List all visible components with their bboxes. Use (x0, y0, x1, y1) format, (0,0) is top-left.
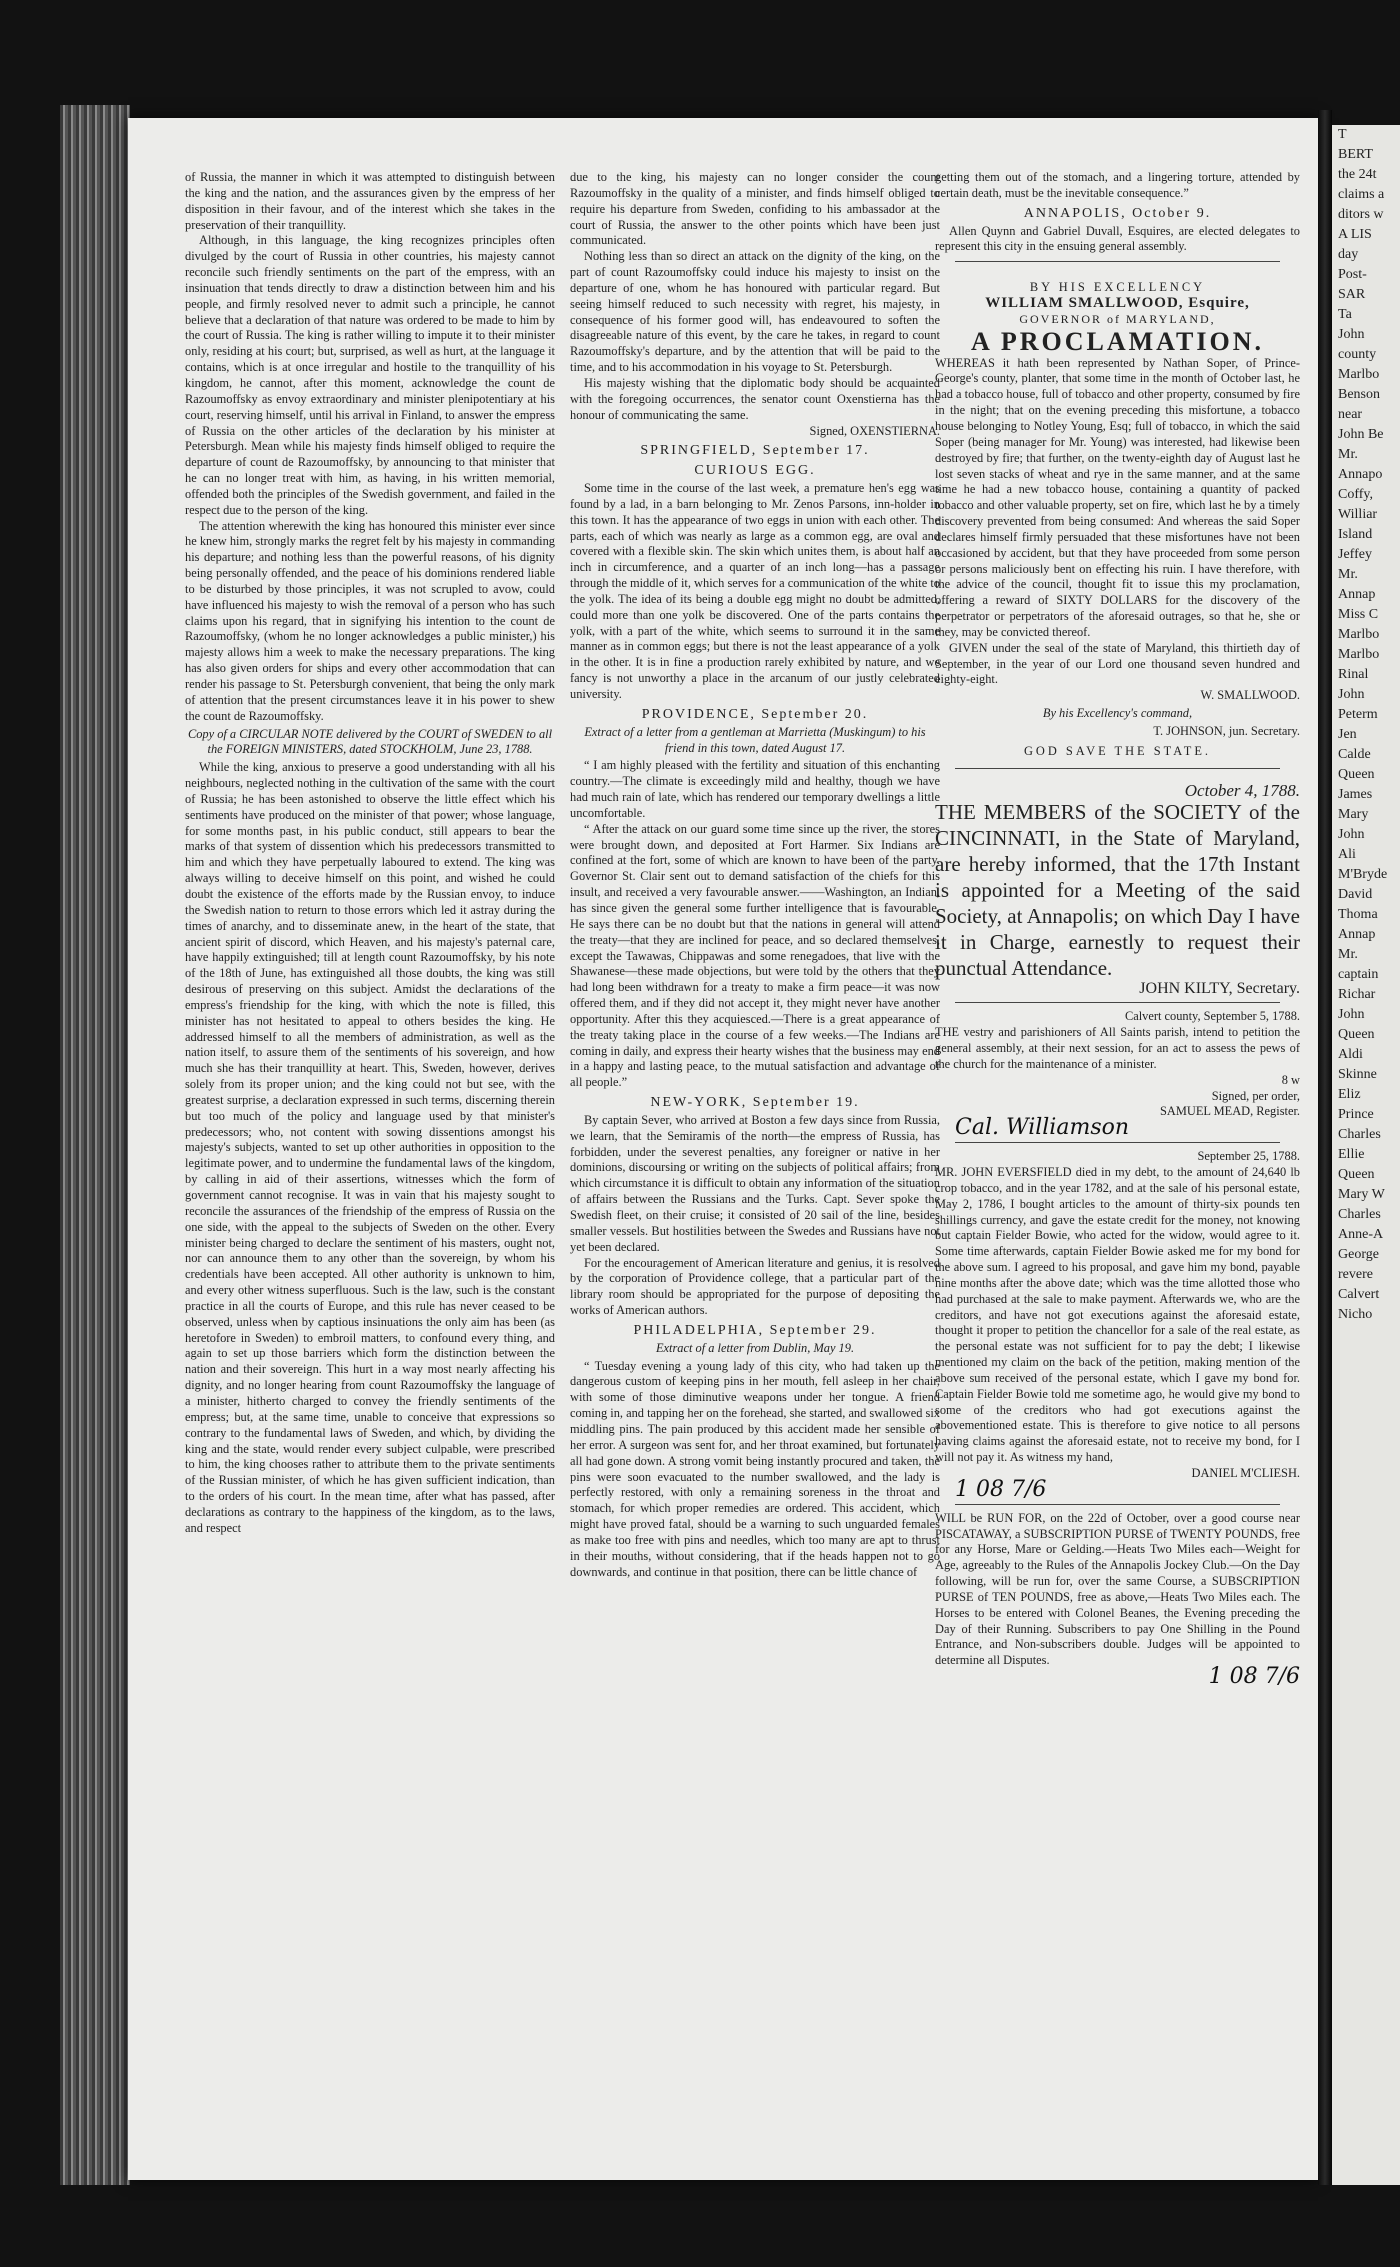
facing-page-line: Mary (1338, 807, 1369, 822)
facing-page-line: John Be (1338, 427, 1384, 442)
facing-page-line: Island (1338, 527, 1373, 542)
dateline-heading: PHILADELPHIA, September 29. (633, 1322, 877, 1338)
facing-page-line: Ta (1338, 307, 1352, 322)
notice-signature: JOHN KILTY, Secretary. (1139, 979, 1300, 997)
facing-page-line: the 24t (1338, 167, 1377, 182)
proclamation-signature: W. SMALLWOOD. (1200, 688, 1300, 703)
facing-page-line: captain (1338, 967, 1379, 982)
facing-page-line: Mr. (1338, 447, 1358, 462)
facing-page-line: Benson (1338, 387, 1380, 402)
notice-date: Calvert county, September 5, 1788. (1124, 1009, 1300, 1024)
facing-page-line: Williar (1338, 507, 1378, 522)
facing-page-line: Queen (1338, 767, 1375, 782)
divider (955, 261, 1280, 262)
column-2 (570, 170, 940, 2150)
facing-page-line: Mary W (1338, 1187, 1385, 1202)
article-paragraph: getting them out of the stomach, and a lingering torture, attended by certain death, must be the inevitable consequence.” (935, 170, 1300, 200)
facing-page-line: T (1338, 127, 1347, 142)
notice-mark: 8 w (1281, 1072, 1300, 1087)
facing-page-line: Queen (1338, 1167, 1375, 1182)
facing-page-line: Annap (1338, 927, 1376, 942)
facing-page-line: Miss C (1338, 607, 1379, 622)
facing-page-line: John (1338, 687, 1365, 702)
book-gutter (1318, 110, 1332, 2185)
section-heading: CURIOUS EGG. (694, 463, 816, 479)
facing-page-line: M'Bryde (1338, 867, 1388, 882)
article-paragraph: For the encouragement of American literature and genius, it is resolved by the corporation of Providence college, that a particular part of the library room should be appropriated for the purpose of depositing the works of American authors. (570, 1255, 940, 1318)
article-paragraph: “ I am highly pleased with the fertility and situation of this enchanting country.—The climate is exceedingly mild and healthy, though we have had much rain of late, which has rendered our temporary dwellings a little uncomfortable. (570, 758, 940, 820)
facing-page-line: Skinne (1338, 1067, 1377, 1082)
facing-page-line: Ellie (1338, 1147, 1365, 1162)
facing-page-line: county (1338, 347, 1377, 362)
article-paragraph: The attention wherewith the king has honoured this minister ever since he knew him, strongly marks the regret felt by his majesty in commanding his departure; and nothing less than the powerful reasons, of his dignity being personally offended, and the peace of his dominions rendered liable to be disturbed by those principles, it was not scrupled to avow, could have influenced his majesty to wish the removal of a person who has such claims upon his regard, that in signifying his intention to the count de Razoumoffsky, (whom he no longer acknowledges a public minister,) his majesty allows him a week to make the necessary preparations. The king has also given orders for ships and every other accommodation that can render his passage to St. Petersburgh convenient, that being the only mark of attention that the present circumstances leave it in his power to shew the count de Razoumoffsky. (185, 518, 555, 723)
notice-signed: Signed, per order, (1211, 1088, 1300, 1103)
divider (955, 768, 1280, 769)
facing-page-line: Calde (1338, 747, 1371, 762)
facing-page-line: John (1338, 327, 1365, 342)
handwritten-annotation: Cal. Williamson (955, 1115, 1130, 1141)
facing-page-line: Mr. (1338, 947, 1358, 962)
eversfield-notice: MR. JOHN EVERSFIELD died in my debt, to the amount of 24,640 lb crop tobacco, and in the year 1782, and at the sale of his personal estate, May 2, 1786, I bought articles to the amount of thirty-six pounds ten shillings currency, and gave the estate credit for the money, not knowing but captain Fielder Bowie, who acted for the widow, would agree to it. Some time afterwards, captain Fielder Bowie asked me for my bond for the above sum. I agreed to his proposal, and gave him my bond, payable nine months after the above date; which was the time allotted those who had purchased at the sale to make payment. Afterwards we, who are the creditors, and have not got executions against the aforesaid estate, thought it proper to petition the chancellor for a sale of the real estate, as the personal estate was not sufficient for to pay the debt; I likewise mentioned my claim on the back of the petition, making mention of the above sum received of the personal estate, which I gave my bond for. Captain Fielder Bowie told me sometime ago, he would give my bond to some of the creditors who had got executions against the abovementioned estate. This is therefore to give notice to all persons having claims against the aforesaid estate, not to receive my bond, for I will not pay it. As witness my hand, (935, 1164, 1300, 1465)
proclamation-by: BY HIS EXCELLENCY (1029, 280, 1206, 295)
divider (955, 1142, 1280, 1143)
notice-date: October 4, 1788. (1184, 780, 1300, 800)
facing-page-line: Annap (1338, 587, 1376, 602)
proclamation-secretary: T. JOHNSON, jun. Secretary. (1153, 724, 1300, 738)
article-paragraph: Some time in the course of the last week, a premature hen's egg was found by a lad, in a barn belonging to Mr. Zenos Parsons, inn-holder in this town. It has the appearance of two eggs in union with each other. The parts, each of which was nearly as large as a common egg, are oval and covered with a flexible skin. The skin which unites them, is about half an inch in circumference, and a quarter of an inch long—has a passage through the middle of it, which serves for a communication of the white to the yolk. The idea of its being a double egg might no doubt be admitted, could more than one yolk be discovered. One of the parts contains the yolk, with a part of the white, which seems to surround it in the same manner as in common eggs; but there is not the least appearance of a yolk in the other. It is in fine a production rarely exhibited by nature, and we fancy is not unworthy a place in the arcanum of our justly celebrated university. (570, 481, 940, 701)
divider (955, 1002, 1280, 1003)
facing-page-line: Charles (1338, 1127, 1381, 1142)
book-page-edges (60, 105, 130, 2185)
dateline-heading: SPRINGFIELD, September 17. (640, 443, 870, 459)
vestry-notice: THE vestry and parishioners of All Saints parish, intend to petition the general assembly, at their next session, for an act to assess the pews of the church for the maintenance of a minister. (935, 1025, 1300, 1071)
facing-page-line: Marlbo (1338, 647, 1380, 662)
handwritten-annotation: 1 08 7/6 (1208, 1664, 1300, 1690)
article-paragraph: While the king, anxious to preserve a good understanding with all his neighbours, neglected nothing in the cultivation of the same with the court of Russia; he has been astonished to observe the little effect which his sentiments have produced on the minister of that power; whose language, for some months past, in his public conduct, still appears to bear the marks of that system of dissention which his predecessors transmitted to him and which they have perpetually laboured to extend. The king was always willing to deceive himself on this point, and wished he could doubt the existence of the efforts made by the Russian envoy, to induce the Swedish nation to return to those errors which led it astray during the times of anarchy, and to disseminate anew, in the heart of the state, that ancient spirit of discord, which Heaven, and his majesty's paternal care, have happily extinguished; till at length count Razoumoffsky, by his note of the 18th of June, has extinguished all those doubts, the king was still desirous of preserving on this subject. Amidst the declarations of the empress's friendship for the king, with which the note is filled, this minister has not hesitated to appeal to others besides the king. He addressed himself to all the members of administration, as well as the nation itself, to assure them of the sentiments of his sovereign, and how much she has their tranquillity at heart. This, Sweden, however, derives solely from its proper union; and the king could not but see, with the greatest surprise, a declaration expressed in such terms, discerning therein but too much of the policy and language used by that minister's predecessors; who, not content with sowing dissentions amongst his majesty's subjects, wanted to set up other authorities in opposition to the legitimate power, and to undermine the fundamental laws of the kingdom, by calling in aid of their assertions, witnesses which the form of government cannot recognise. It was in vain that his majesty sought to reconcile the assurances of the friendship of the empress of Russia on the one side, with the appeal to the subjects of Sweden on the other. Every minister being charged to declare the sentiment of his masters, ought not, nor can announce them to any other than the sovereign, by whom his credentials have been accepted. All other authority is unknown to him, and every other witness superfluous. Such is the law, such is the constant practice in all the courts of Europe, and this rule has never ceased to be observed, unless when by captious insinuations the only aim has been (as heretofore in Sweden) to embroil matters, to confound every thing, and again to set up those barriers which form the distinction between the nation and their sovereign. This hurt in a way most nearly affecting his dignity, and no longer hearing from count Razoumoffsky the language of a minister, hitherto charged to convey the friendly sentiments of the empress; but, at the same time, unable to conceive that expressions so contrary to the fundamental laws of Sweden, and which, by dividing the king and the state, would render every subject culpable, were prescribed to him, the king chooses rather to attribute them to the private sentiments of the Russian minister, of which he has given sufficient indication, than to the orders of his court. In the mean time, after what has passed, after declarations as contrary to the happiness of the kingdom, as to the laws, and respect (185, 760, 555, 1535)
facing-page-line: revere (1338, 1267, 1373, 1282)
facing-page-line: Mr. (1338, 567, 1358, 582)
cincinnati-notice: THE MEMBERS of the SOCIETY of the CINCINNATI, in the State of Maryland, are hereby informed, that the 17th Instant is appointed for a Meeting of the said Society, at Annapolis; on which Day I have it in Charge, earnestly to request their punctual Attendance. (935, 799, 1300, 980)
facing-page-lines (1332, 125, 1400, 1325)
facing-page-line: Nicho (1338, 1307, 1373, 1322)
article-paragraph: Although, in this language, the king recognizes principles often divulged by the court of Russia in other countries, his majesty cannot reconcile such friendly sentiments on the part of the empress, with an insinuation that tends directly to draw a distinction between him and his people, and firmly resolved never to admit such a principle, he cannot believe that a declaration of that nature was ordered to be made to him by the court of Russia. The king is rather willing to impute it to their minister only, residing at his court; but, surprised, as well as hurt, at the language it contains, which is at once irregular and hostile to the tranquillity of his kingdom, he cannot, after this moment, acknowledge the count de Razoumoffsky as envoy extraordinary and minister plenipotentiary at his court, reserving himself, until his arrival in Finland, to answer the empress of Russia on the other articles of the declaration by his minister at Petersburgh. Mean while his majesty finds himself obliged to require the departure of count de Razoumoffsky, by announcing to that minister that he can no longer treat with him, as having, in his written memorial, offended both the principles of the Swedish government, and failed in the respect due to the person of the king. (185, 233, 555, 517)
article-paragraph: “ Tuesday evening a young lady of this city, who had taken up the dangerous custom of keeping pins in her mouth, fell asleep in her chair, with some of those diminutive weapons under her tongue. A friend coming in, and tapping her on the forehead, she started, and swallowed six middling pins. The pain produced by this accident made her sensible of her error. A surgeon was sent for, and her throat examined, but fortunately all had gone down. A strong vomit being instantly procured and taken, the pins were soon evacuated to the number swallowed, and the lady is perfectly restored, with only a remaining soreness in the throat and stomach, for which proper remedies are ordered. This accident, which might have proved fatal, should be a warning to such unguarded females as make too free with pins and needles, which too many are apt to thrust in their mouths, without considering, that if the heads happen not to go downwards, and continue in that position, there can be little chance of (570, 1358, 940, 1579)
article-paragraph: Nothing less than so direct an attack on the dignity of the king, on the part of count Razoumoffsky could induce his majesty to insist on the departure of one, whom he has honoured with particular regard. But seeing himself reduced to such necessity with regret, his majesty, in consequence of his former good will, has endeavoured to soften the disagreeable nature of this event, by the care he takes, in regard to count Razoumoffsky's departure, and by the attention that will be paid to the time, and to his accommodation in his voyage to St. Petersburgh. (570, 249, 940, 375)
handwritten-annotation: 1 08 7/6 (955, 1476, 1047, 1502)
facing-page-line: Thoma (1338, 907, 1378, 922)
facing-page-line: James (1338, 787, 1373, 802)
facing-page-line: Richar (1338, 987, 1376, 1002)
signature-line: Signed, OXENSTIERNA. (809, 423, 940, 438)
extract-heading: Extract of a letter from Dublin, May 19. (655, 1340, 855, 1355)
facing-page-line: Jen (1338, 727, 1357, 742)
facing-page-line: Eliz (1338, 1087, 1361, 1102)
proclamation-governor: GOVERNOR of MARYLAND, (1019, 311, 1216, 326)
facing-page-line: SAR (1338, 287, 1366, 302)
facing-page-line: Prince (1338, 1107, 1374, 1122)
article-paragraph: of Russia, the manner in which it was attempted to distinguish between the king and the nation, and the assurances given by the empress of her disposition in their favour, and of the interest which she takes in the preservation of their tranquillity. (185, 170, 555, 232)
proclamation-title: A PROCLAMATION. (971, 326, 1264, 356)
facing-page-line: Calvert (1338, 1287, 1380, 1302)
circular-note-heading: Copy of a CIRCULAR NOTE delivered by the COURT of SWEDEN to all the FOREIGN MINISTERS, dated STOCKHOLM, June 23, 1788. (187, 726, 553, 757)
facing-page-line: near (1338, 407, 1363, 422)
notice-signature: SAMUEL MEAD, Register. (1160, 1104, 1300, 1119)
facing-page-line: Anne-A (1338, 1227, 1384, 1242)
column-3 (935, 170, 1300, 2150)
facing-page-line: Queen (1338, 1027, 1375, 1042)
column-1 (185, 170, 555, 2150)
dateline-heading: ANNAPOLIS, October 9. (1023, 205, 1212, 221)
facing-page-line: Ali (1338, 847, 1356, 862)
facing-page-line: Coffy, (1338, 487, 1373, 502)
facing-page-line: Annapo (1338, 467, 1383, 482)
facing-page-line: George (1338, 1247, 1379, 1262)
facing-page-line: claims a (1338, 187, 1385, 202)
facing-page-line: Marlbo (1338, 367, 1380, 382)
facing-page-line: Charles (1338, 1207, 1381, 1222)
facing-page-line: Post- (1338, 267, 1367, 282)
proclamation-given: GIVEN under the seal of the state of Maryland, this thirtieth day of September, in the year of our Lord one thousand seven hundred and eighty-eight. (935, 640, 1300, 687)
proclamation-body: WHEREAS it hath been represented by Nathan Soper, of Prince-George's county, planter, that some time in the month of October last, he had a tobacco house, full of tobacco and other property, consumed by fire in the night; that on the evening preceding this misfortune, a tobacco house belonging to Notley Young, Esq; full of tobacco, in which the said Soper (being manager for Mr. Young) was interested, had likewise been destroyed by fire; that further, on the twenty-eighth day of August last he lost seven stacks of wheat and rye in the same manner, and at the same time he had a new tobacco house, containing a quantity of packed tobacco and other valuable property, set on fire, which last he by a timely discovery prevented from being consumed: And whereas the said Soper declares himself firmly persuaded that these misfortunes have not been occasioned by accident, but that they have proceeded from some person or persons maliciously bent on effecting his ruin. I have therefore, with the advice of the council, thought fit to issue this my proclamation, offering a reward of SIXTY DOLLARS for the discovery of the perpetrator or perpetrators of the aforesaid outrages, so that he, she or they, may be convicted thereof. (935, 355, 1300, 639)
proclamation-command: By his Excellency's command, (1042, 706, 1193, 721)
race-notice: WILL be RUN FOR, on the 22d of October, over a good course near PISCATAWAY, a SUBSCRIPTION PURSE of TWENTY POUNDS, free for any Horse, Mare or Gelding.—Heats Two Miles each—Weight for Age, agreeably to the Rules of the Annapolis Jockey Club.—On the Day following, will be run for, over the same Course, a SUBSCRIPTION PURSE of TEN POUNDS, free as above,—Heats Two Miles each. The Horses to be entered with Colonel Beanes, the Evening preceding the Day of their Running. Subscribers to pay One Shilling in the Pound Entrance, and Non-subscribers double. Judges will be appointed to determine all Disputes. (935, 1510, 1300, 1668)
extract-heading: Extract of a letter from a gentleman at Marrietta (Muskingum) to his friend in this town, dated August 17. (584, 724, 926, 755)
article-paragraph: Allen Quynn and Gabriel Duvall, Esquires, are elected delegates to represent this city in the ensuing general assembly. (935, 223, 1300, 254)
facing-page-line: John (1338, 1007, 1365, 1022)
god-save-state: GOD SAVE THE STATE. (1023, 743, 1212, 758)
facing-page-line: Peterm (1338, 707, 1378, 722)
article-paragraph: By captain Sever, who arrived at Boston a few days since from Russia, we learn, that the Semiramis of the north—the empress of Russia, has forbidden, under the severest penalties, any foreigner or native in her dominions, discoursing or writing on the subjects of political affairs; from which circumstance it is difficult to obtain any information of the situation of affairs between the Russians and the Turks. Capt. Sever spoke the Swedish fleet, on their cruise; it consisted of 20 sail of the line, besides smaller vessels. But hostilities between the Swedes and Russians have not yet been declared. (570, 1112, 940, 1254)
dateline-heading: PROVIDENCE, September 20. (641, 706, 869, 722)
facing-page-line: BERT (1338, 147, 1373, 162)
facing-page-line: Marlbo (1338, 627, 1380, 642)
facing-page-line: Jeffey (1338, 547, 1372, 562)
notice-date: September 25, 1788. (1197, 1149, 1300, 1164)
facing-page-line: A LIS (1338, 227, 1372, 242)
divider (955, 1504, 1280, 1505)
facing-page-line: day (1338, 247, 1359, 262)
article-paragraph: due to the king, his majesty can no longer consider the count Razoumoffsky in the quality of a minister, and finds himself obliged to require his departure from Sweden, confiding to his ambassador at the court of Russia, the answer to the other points which have been just communicated. (570, 170, 940, 248)
facing-page-line: David (1338, 887, 1373, 902)
article-paragraph: His majesty wishing that the diplomatic body should be acquainted with the foregoing occurrences, the senator count Oxenstierna has the honour of communicating the same. (570, 375, 940, 422)
facing-page-line: Rinal (1338, 667, 1369, 682)
facing-page-fragment (1332, 125, 1400, 2185)
facing-page-line: John (1338, 827, 1365, 842)
proclamation-name: WILLIAM SMALLWOOD, Esquire, (985, 295, 1250, 312)
dateline-heading: NEW-YORK, September 19. (650, 1095, 860, 1111)
notice-signature: DANIEL M'CLIESH. (1191, 1466, 1300, 1480)
facing-page-line: Aldi (1338, 1047, 1363, 1062)
facing-page-line: ditors w (1338, 207, 1384, 222)
article-paragraph: “ After the attack on our guard some time since up the river, the stores were brought down, and deposited at Fort Harmer. Six Indians are confined at the fort, some of which are known to have been of the party. Governor St. Clair sent out to demand satisfaction of the chiefs for this insult, and received a very favourable answer.——Washington, an Indian, has since given the general some further intelligence that is favourable. He says there can be no doubt but that the nations in general will attend the treaty—that they are inclined for peace, and so declared themselves, except the Tawawas, Chippawas and some renegadoes, that live with the Shawanese—these made objections, but were told by the others that they had long been withdrawn for a treaty to make a firm peace—it was now offered them, and if they did not accept it, they might never have another opportunity. After this they acquiesced.—There is a great appearance of the treaty taking place in the course of a few weeks.—The Indians are coming in daily, and express their hearty wishes that the business may end in a happy and lasting peace, to the mutual satisfaction and advantage of all people.” (570, 821, 940, 1090)
